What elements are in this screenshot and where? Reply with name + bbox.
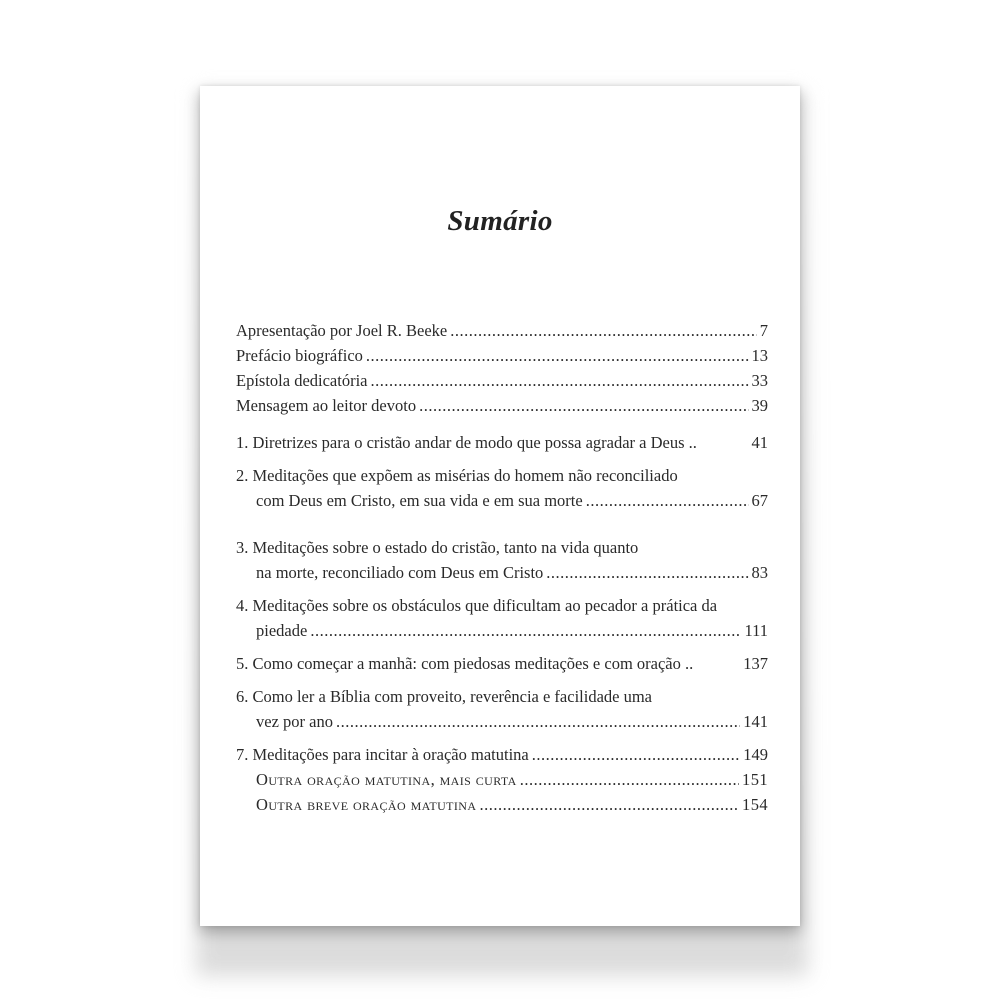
- toc-chapter-7: [236, 742, 768, 767]
- toc-chapter-1: [236, 430, 768, 455]
- toc-entry-text: Apresentação por Joel R. Beeke: [236, 321, 448, 340]
- toc-chapter-text-continued: na morte, reconciliado com Deus em Cristo: [256, 563, 544, 582]
- spacer: [236, 513, 768, 535]
- dot-leader: [371, 368, 749, 393]
- toc-page-number: 13: [751, 346, 768, 365]
- toc-page-number: 111: [744, 621, 768, 640]
- spacer: [236, 585, 768, 593]
- toc-page-number: 83: [751, 563, 768, 582]
- toc-page-number: 151: [742, 770, 768, 789]
- toc-chapter-text: 5. Como começar a manhã: com piedosas meditações e com oração ..: [236, 654, 694, 673]
- toc-entry-text: Epístola dedicatória: [236, 371, 368, 390]
- dot-leader: [310, 618, 741, 643]
- toc-chapter-4: [236, 593, 768, 643]
- toc-chapter-text-continued: vez por ano: [256, 712, 333, 731]
- toc-chapter-text: 2. Meditações que expõem as misérias do homem não reconciliado: [236, 466, 678, 485]
- book-page: [200, 86, 800, 926]
- toc-chapter-5: [236, 651, 768, 676]
- toc-page-number: 67: [751, 491, 768, 510]
- toc-page-number: 141: [743, 712, 768, 731]
- toc-sub-entry-shorter-prayer: [236, 767, 768, 792]
- toc-page-number: 39: [751, 396, 768, 415]
- dot-leader: [546, 560, 748, 585]
- toc-page-number: 7: [759, 321, 768, 340]
- toc-chapter-text: 7. Meditações para incitar à oração matutina: [236, 745, 529, 764]
- toc-entry-text: Prefácio biográfico: [236, 346, 363, 365]
- dot-leader: [532, 742, 741, 767]
- toc-entry-text: Mensagem ao leitor devoto: [236, 396, 417, 415]
- toc-chapter-3: [236, 535, 768, 585]
- toc-entry-message-to-reader: [236, 393, 768, 418]
- toc-chapter-text: 3. Meditações sobre o estado do cristão, tanto na vida quanto: [236, 538, 639, 557]
- page-title: Sumário: [447, 205, 553, 237]
- toc-chapter-text: 4. Meditações sobre os obstáculos que dificultam ao pecador a prática da: [236, 596, 718, 615]
- toc-chapter-2: [236, 463, 768, 513]
- spacer: [236, 734, 768, 742]
- dot-leader: [419, 393, 748, 418]
- dot-leader: [450, 318, 757, 343]
- dot-leader: [520, 767, 739, 792]
- toc-entry-presentation: [236, 318, 768, 343]
- toc-entry-biographical-preface: [236, 343, 768, 368]
- dot-leader: [479, 792, 739, 817]
- spacer: [236, 418, 768, 430]
- toc-page-number: 149: [743, 745, 768, 764]
- toc-sub-entry-text: Outra oração matutina, mais curta: [256, 770, 517, 789]
- toc-chapter-6: [236, 684, 768, 734]
- toc-sub-entry-brief-prayer: [236, 792, 768, 817]
- toc-page-number: 41: [751, 433, 768, 452]
- toc-chapter-text-continued: com Deus em Cristo, em sua vida e em sua morte: [256, 491, 583, 510]
- spacer: [236, 455, 768, 463]
- toc-chapter-text: 6. Como ler a Bíblia com proveito, reverência e facilidade uma: [236, 687, 653, 706]
- dot-leader: [366, 343, 749, 368]
- dot-leader: [586, 488, 749, 513]
- spacer: [236, 643, 768, 651]
- toc-chapter-text-continued: piedade: [256, 621, 308, 640]
- toc-page-number: 154: [742, 795, 768, 814]
- toc-sub-entry-text: Outra breve oração matutina: [256, 795, 477, 814]
- toc-page-number: 137: [743, 654, 768, 673]
- table-of-contents: [236, 318, 768, 817]
- dot-leader: [336, 709, 740, 734]
- spacer: [236, 676, 768, 684]
- toc-entry-dedicatory-epistle: [236, 368, 768, 393]
- toc-chapter-text: 1. Diretrizes para o cristão andar de modo que possa agradar a Deus ..: [236, 433, 697, 452]
- toc-page-number: 33: [751, 371, 768, 390]
